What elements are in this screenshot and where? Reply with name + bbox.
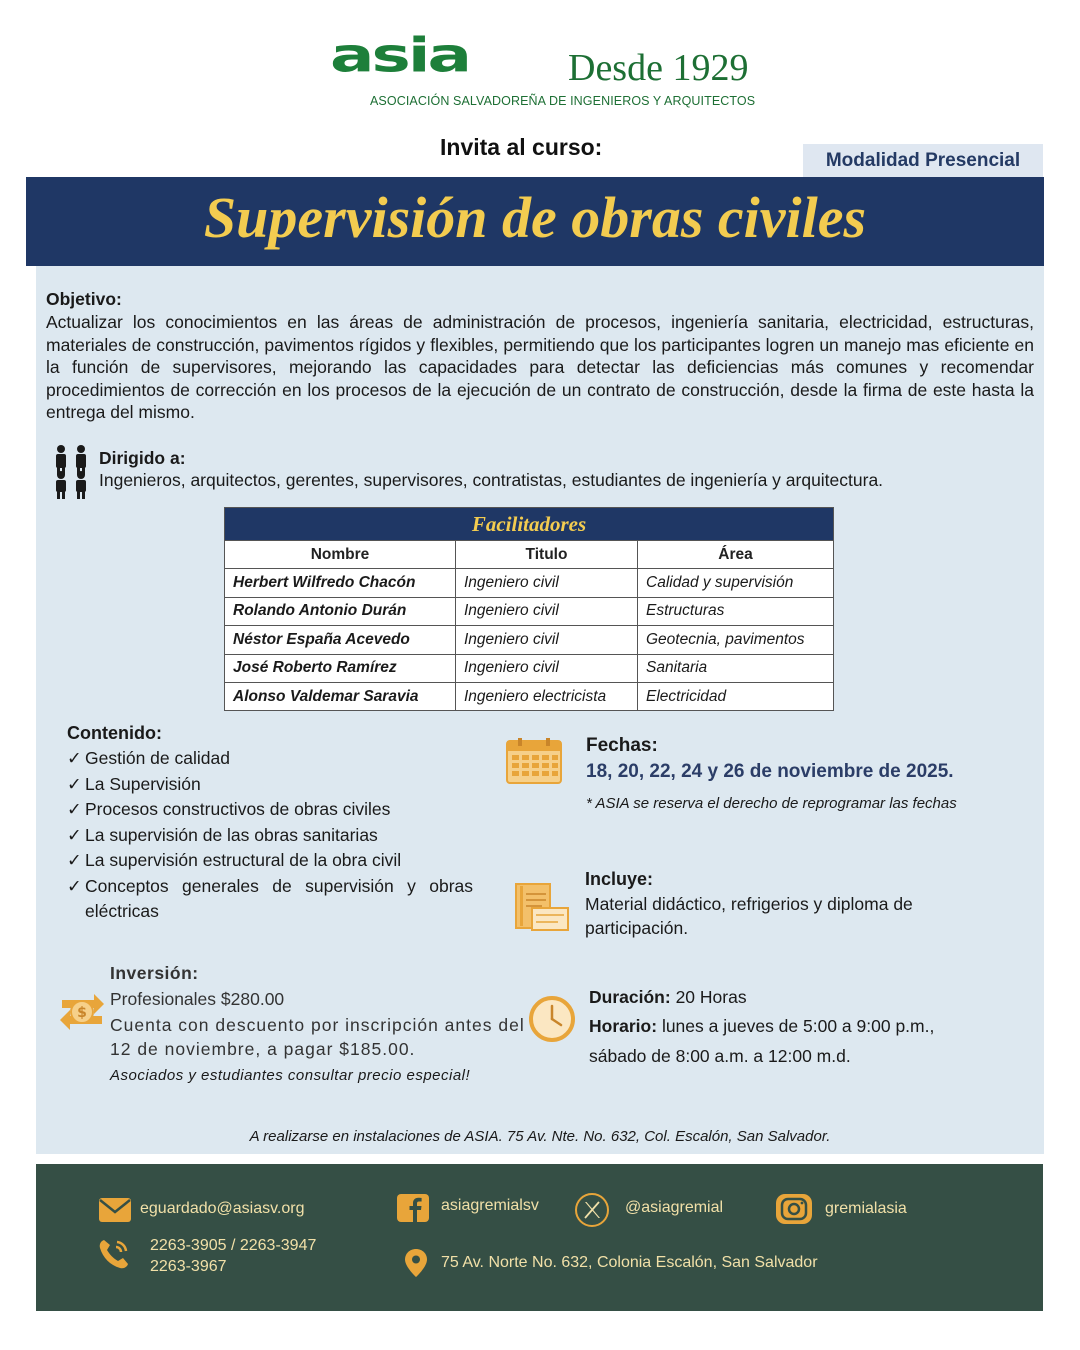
location-note: A realizarse en instalaciones de ASIA. 75 Av. Nte. No. 632, Col. Escalón, San Salvador. (249, 1128, 831, 1145)
facebook-icon (396, 1193, 430, 1223)
table-row (225, 597, 834, 625)
duration-value: 20 Horas (675, 987, 747, 1007)
table-row (225, 682, 834, 710)
asia-logo (330, 27, 790, 115)
address-text: 75 Av. Norte No. 632, Colonia Escalón, San Salvador (441, 1254, 818, 1271)
logo-wordmark: asia (330, 27, 469, 84)
facebook-link[interactable]: asiagremialsv (441, 1197, 539, 1214)
duration-label: Duración: (589, 987, 671, 1007)
facilitator-title: Ingeniero civil (456, 654, 638, 682)
title-band (26, 177, 1044, 266)
table-row (225, 569, 834, 597)
instagram-icon (774, 1193, 814, 1225)
check-icon: ✓ (67, 875, 82, 896)
investment-label: Inversión: (110, 963, 199, 983)
svg-text:$: $ (77, 1005, 87, 1021)
phone-icon (96, 1236, 132, 1272)
facilitators-caption: Facilitadores (225, 508, 834, 541)
schedule-line (589, 1016, 934, 1037)
check-icon: ✓ (67, 748, 82, 768)
column-header-title: Titulo (456, 541, 638, 569)
facilitator-name: José Roberto Ramírez (225, 654, 456, 682)
investment-associates: Asociados y estudiantes consultar precio especial! (110, 1067, 471, 1084)
objective-text: Actualizar los conocimientos en las áreas de administración de procesos, ingeniería sanitaria, electricidad, estructuras, materiales de construcción, pavimentos rígidos y flexibles, permitiendo que los participantes logren un manejo mas eficiente en la función de supervisores, mejorando las capacidades para detectar las deficiencias más comunes y recomendar procedimientos de corrección en los procesos de la ejecución de un contrato de construcción, desde la firma de este hasta la entrega del mismo. (46, 312, 1034, 423)
facilitator-title: Ingeniero civil (456, 626, 638, 654)
list-item: ✓ Conceptos generales de supervisión y obras eléctricas (67, 875, 473, 921)
facilitator-area: Estructuras (638, 597, 834, 625)
list-item: ✓ La supervisión estructural de la obra civil (67, 848, 477, 874)
facilitator-area: Calidad y supervisión (638, 569, 834, 597)
facilitator-title: Ingeniero electricista (456, 682, 638, 710)
duration-line (589, 987, 747, 1008)
phone-numbers-2[interactable]: 2263-3967 (150, 1258, 227, 1275)
course-title: Supervisión de obras civiles (203, 185, 867, 250)
check-icon: ✓ (67, 773, 82, 794)
column-header-area: Área (638, 541, 834, 569)
content-list (67, 746, 477, 925)
schedule-label: Horario: (589, 1016, 658, 1036)
content-label: Contenido: (67, 723, 162, 743)
includes-label: Incluye: (585, 869, 654, 889)
list-item: ✓ Gestión de calidad (67, 746, 477, 772)
facilitator-name: Néstor España Acevedo (225, 626, 456, 654)
footer (36, 1164, 1043, 1311)
x-link[interactable]: @asiagremial (625, 1199, 724, 1216)
phone-numbers-1[interactable]: 2263-3905 / 2263-3947 (150, 1237, 317, 1254)
table-row (225, 654, 834, 682)
column-header-name: Nombre (225, 541, 456, 569)
book-icon (514, 882, 570, 932)
schedule-value-2: sábado de 8:00 a.m. a 12:00 m.d. (589, 1046, 851, 1066)
dates-note: * ASIA se reserva el derecho de reprogramar las fechas (586, 795, 957, 812)
invite-text: Invita al curso: (440, 134, 603, 160)
schedule-value: lunes a jueves de 5:00 a 9:00 p.m., (661, 1016, 935, 1036)
check-icon: ✓ (67, 850, 82, 870)
facilitator-name: Alonso Valdemar Saravia (225, 682, 456, 710)
list-item: ✓ La supervisión de las obras sanitarias (67, 823, 477, 849)
investment-discount: Cuenta con descuento por inscripción antes del 12 de noviembre, a pagar $185.00. (110, 1015, 525, 1059)
location-pin-icon (403, 1248, 429, 1278)
facilitator-title: Ingeniero civil (456, 597, 638, 625)
people-icon (52, 444, 92, 500)
facilitator-title: Ingeniero civil (456, 569, 638, 597)
facilitator-area: Sanitaria (638, 654, 834, 682)
check-icon: ✓ (67, 824, 82, 845)
dates-value: 18, 20, 22, 24 y 26 de noviembre de 2025. (586, 761, 954, 782)
list-item: ✓ Procesos constructivos de obras civiles (67, 797, 477, 823)
includes-text: Material didáctico, refrigerios y diploma de participación. (585, 894, 913, 938)
x-icon (574, 1192, 610, 1228)
email-link[interactable]: eguardado@asiasv.org (140, 1200, 305, 1217)
facilitator-name: Herbert Wilfredo Chacón (225, 569, 456, 597)
facilitator-area: Electricidad (638, 682, 834, 710)
calendar-icon (506, 738, 562, 784)
investment-professionals: Profesionales $280.00 (110, 989, 285, 1009)
instagram-link[interactable]: gremialasia (825, 1200, 907, 1217)
objective-label: Objetivo: (46, 289, 122, 309)
check-icon: ✓ (67, 799, 82, 819)
facilitator-area: Geotecnia, pavimentos (638, 626, 834, 654)
money-icon (58, 988, 106, 1036)
list-item: ✓ La Supervisión (67, 772, 477, 798)
clock-icon (528, 995, 576, 1043)
directed-text: Ingenieros, arquitectos, gerentes, supervisores, contratistas, estudiantes de ingeniería y arquitectura. (99, 470, 884, 490)
facilitator-name: Rolando Antonio Durán (225, 597, 456, 625)
mail-icon (98, 1197, 132, 1223)
modality-badge: Modalidad Presencial (803, 144, 1043, 177)
logo-since: Desde 1929 (568, 47, 749, 89)
logo-subtitle: ASOCIACIÓN SALVADOREÑA DE INGENIEROS Y ARQUITECTOS (370, 94, 756, 108)
table-row (225, 626, 834, 654)
dates-label: Fechas: (586, 735, 658, 756)
directed-label: Dirigido a: (99, 448, 186, 468)
facilitators-table (224, 507, 834, 711)
